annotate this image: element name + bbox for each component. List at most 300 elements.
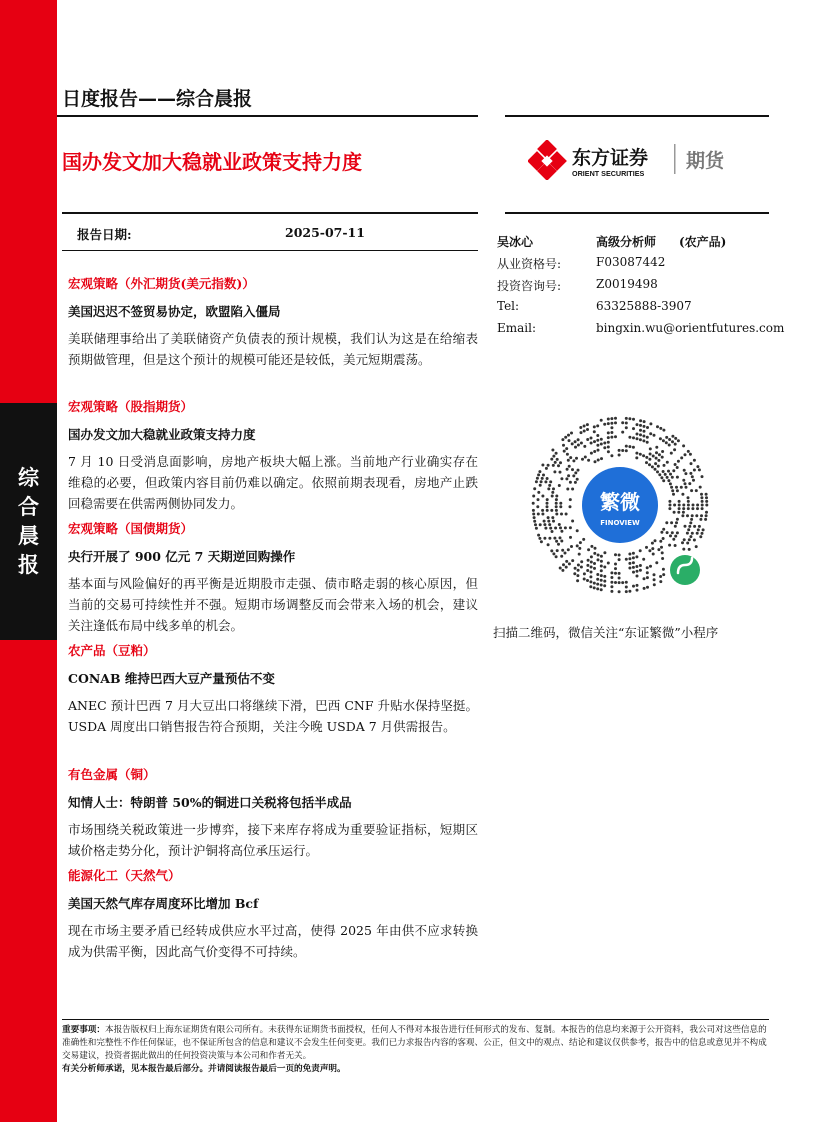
qr-dot xyxy=(600,457,603,460)
section-title: 宏观策略（股指期货） xyxy=(68,399,194,414)
qr-dot xyxy=(586,428,589,431)
qr-dot xyxy=(566,468,569,471)
qr-dot xyxy=(593,586,596,589)
qr-dot xyxy=(628,567,631,570)
qr-dot xyxy=(671,531,674,534)
section-soymeal xyxy=(68,641,478,737)
qr-dot xyxy=(669,473,672,476)
qr-dot xyxy=(575,457,578,460)
qr-dot xyxy=(567,548,570,551)
qr-dot xyxy=(643,425,646,428)
qr-dot xyxy=(681,493,684,496)
qr-dot xyxy=(580,560,583,563)
qr-dot xyxy=(551,449,554,452)
qr-dot xyxy=(646,426,649,429)
divider xyxy=(505,212,769,214)
qr-dot xyxy=(559,567,562,570)
analyst-row-label: Email: xyxy=(497,321,537,335)
qr-dot xyxy=(577,469,580,472)
qr-dot xyxy=(618,590,621,593)
qr-dot xyxy=(688,538,691,541)
logo-name: 东方证券 xyxy=(572,148,649,169)
qr-dot xyxy=(567,459,570,462)
qr-dot xyxy=(596,583,599,586)
qr-dot xyxy=(557,543,560,546)
qr-dot xyxy=(593,567,596,570)
qr-dot xyxy=(668,438,671,441)
qr-dot xyxy=(543,537,546,540)
qr-dot xyxy=(648,549,651,552)
analyst-row-label: Tel: xyxy=(497,299,520,313)
qr-dot xyxy=(593,425,596,428)
report-date-value: 2025-07-11 xyxy=(285,225,365,240)
qr-dot xyxy=(657,459,660,462)
qr-dot xyxy=(587,548,590,551)
qr-dot xyxy=(671,440,674,443)
qr-dot xyxy=(560,530,563,533)
qr-dot xyxy=(685,486,688,489)
qr-dot xyxy=(687,528,690,531)
qr-dot xyxy=(639,433,642,436)
qr-dot xyxy=(590,561,593,564)
qr-dot xyxy=(677,460,680,463)
qr-dot xyxy=(603,566,606,569)
qr-dot xyxy=(655,561,658,564)
qr-dot xyxy=(621,581,624,584)
qr-dot xyxy=(586,564,589,567)
qr-dot xyxy=(555,452,558,455)
qr-dot xyxy=(669,534,672,537)
qr-dot xyxy=(636,584,639,587)
qr-dot xyxy=(614,435,617,438)
qr-dot xyxy=(705,496,708,499)
qr-dot xyxy=(579,541,582,544)
qr-dot xyxy=(681,541,684,544)
qr-dot xyxy=(625,586,628,589)
qr-dot xyxy=(533,487,536,490)
qr-dot xyxy=(547,520,550,523)
qr-dot xyxy=(600,569,603,572)
qr-dot xyxy=(682,444,685,447)
qr-dot xyxy=(662,568,665,571)
qr-dot xyxy=(684,453,687,456)
qr-dot xyxy=(573,572,576,575)
qr-dot xyxy=(582,538,585,541)
qr-dot xyxy=(690,462,693,465)
qr-dot xyxy=(639,429,642,432)
qr-dot xyxy=(696,465,699,468)
qr-dot xyxy=(662,470,665,473)
qr-dot xyxy=(571,468,574,471)
qr-dot xyxy=(550,458,553,461)
qr-dot xyxy=(659,437,662,440)
qr-dot xyxy=(593,552,596,555)
qr-dot xyxy=(596,573,599,576)
qr-dot xyxy=(628,590,631,593)
qr-dot xyxy=(695,545,698,548)
analyst-sector: (农产品) xyxy=(679,235,727,249)
qr-dot xyxy=(696,532,699,535)
section-headline: 央行开展了 900 亿元 7 天期逆回购操作 xyxy=(68,549,296,564)
qr-dot xyxy=(610,581,613,584)
qr-dot xyxy=(653,578,656,581)
qr-dot xyxy=(535,480,538,483)
qr-dot xyxy=(690,518,693,521)
qr-dot xyxy=(674,463,677,466)
section-copper xyxy=(68,765,478,861)
qr-dot xyxy=(701,475,704,478)
qr-dot xyxy=(566,488,569,491)
qr-dot xyxy=(701,507,704,510)
qr-dot xyxy=(642,439,645,442)
qr-dot xyxy=(636,437,639,440)
qr-dot xyxy=(672,493,675,496)
qr-dot xyxy=(559,471,562,474)
qr-dot xyxy=(532,513,535,516)
qr-dot xyxy=(558,523,561,526)
qr-dot xyxy=(648,463,651,466)
qr-dot xyxy=(689,521,692,524)
qr-dot xyxy=(545,467,548,470)
qr-dot xyxy=(576,529,579,532)
qr-dot xyxy=(543,520,546,523)
qr-dot xyxy=(704,518,707,521)
qr-dot xyxy=(663,464,666,467)
qr-dot xyxy=(593,440,596,443)
qr-dot xyxy=(672,469,675,472)
qr-dot xyxy=(618,554,621,557)
qr-dot xyxy=(567,434,570,437)
qr-dot xyxy=(536,477,539,480)
qr-dot xyxy=(570,545,573,548)
qr-dot xyxy=(632,585,635,588)
qr-dot xyxy=(625,449,628,452)
qr-dot xyxy=(646,586,649,589)
qr-dot xyxy=(687,450,690,453)
qr-dot xyxy=(538,537,541,540)
qr-dot xyxy=(655,457,658,460)
qr-dot xyxy=(635,456,638,459)
qr-dot xyxy=(661,450,664,453)
qr-dot xyxy=(683,469,686,472)
qr-dot xyxy=(642,435,645,438)
qr-dot xyxy=(603,446,606,449)
qr-dot xyxy=(671,435,674,438)
qr-dot xyxy=(607,450,610,453)
qr-dot xyxy=(649,432,652,435)
qr-dot xyxy=(577,438,580,441)
qr-dot xyxy=(632,561,635,564)
qr-dot xyxy=(577,444,580,447)
qr-dot xyxy=(666,461,669,464)
qr-dot xyxy=(686,532,689,535)
qr-dot xyxy=(681,514,684,517)
qr-dot xyxy=(687,500,690,503)
analyst-row-label: 从业资格号: xyxy=(497,257,562,271)
side-tab xyxy=(0,403,57,640)
qr-dot xyxy=(554,527,557,530)
qr-dot xyxy=(546,477,549,480)
qr-dot xyxy=(614,581,617,584)
qr-dot xyxy=(695,489,698,492)
qr-dot xyxy=(628,417,631,420)
qr-dot xyxy=(654,539,657,542)
qr-dot xyxy=(576,478,579,481)
qr-dot xyxy=(542,474,545,477)
qr-dot xyxy=(649,565,652,568)
qr-dot xyxy=(596,444,599,447)
qr-dot xyxy=(693,525,696,528)
qr-dot xyxy=(568,465,571,468)
section-title: 宏观策略（外汇期货(美元指数)） xyxy=(68,276,255,291)
qr-dot xyxy=(547,543,550,546)
qr-dot xyxy=(671,489,674,492)
qr-dot xyxy=(632,446,635,449)
qr-dot xyxy=(593,582,596,585)
qr-dot xyxy=(553,537,556,540)
qr-dot xyxy=(596,439,599,442)
qr-dot xyxy=(646,436,649,439)
report-headline: 国办发文加大稳就业政策支持力度 xyxy=(62,150,362,174)
qr-dot xyxy=(559,536,562,539)
qr-dot xyxy=(610,571,613,574)
qr-dot xyxy=(603,423,606,426)
qr-dot xyxy=(668,507,671,510)
qr-dot xyxy=(571,520,574,523)
qr-dot xyxy=(678,500,681,503)
qr-dot xyxy=(635,452,638,455)
qr-dot xyxy=(668,544,671,547)
analyst-email-link[interactable]: bingxin.wu@orientfutures.com xyxy=(596,321,785,335)
qr-dot xyxy=(589,580,592,583)
qr-dot xyxy=(697,528,700,531)
section-body: 现在市场主要矛盾已经转成供应水平过高，使得 2025 年由供不应求转换成为供需平衡，因此高气价变得不可持续。 xyxy=(68,923,478,959)
logo-english: ORIENT SECURITIES xyxy=(572,169,645,178)
qr-dot xyxy=(603,580,606,583)
qr-dot xyxy=(692,479,695,482)
section-body: 7 月 10 日受消息面影响，房地产板块大幅上涨。当前地产行业确实存在维稳的必要，但政策内容目前仍难以确定。依照前期表现看，房地产止跌回稳需要在供需两侧协同发力。 xyxy=(68,454,478,511)
qr-dot xyxy=(569,456,572,459)
qr-dot xyxy=(537,473,540,476)
qr-dot xyxy=(610,585,613,588)
qr-dot xyxy=(639,419,642,422)
document-type: 日度报告——综合晨报 xyxy=(62,88,253,110)
qr-dot xyxy=(580,431,583,434)
qr-dot xyxy=(660,476,663,479)
qr-dot xyxy=(607,562,610,565)
qr-dot xyxy=(574,440,577,443)
qr-dot xyxy=(600,419,603,422)
qr-dot xyxy=(552,520,555,523)
analyst-row-value: 63325888-3907 xyxy=(596,299,692,313)
wechat-mini-program-qr-code[interactable] xyxy=(530,415,710,595)
qr-dot xyxy=(614,421,617,424)
qr-dot xyxy=(665,441,668,444)
qr-dot xyxy=(549,480,552,483)
qr-dot xyxy=(594,547,597,550)
qr-dot xyxy=(618,572,621,575)
qr-dot xyxy=(560,540,563,543)
qr-dot xyxy=(676,466,679,469)
qr-dot xyxy=(687,507,690,510)
qr-dot xyxy=(693,459,696,462)
qr-dot xyxy=(537,534,540,537)
qr-dot xyxy=(565,477,568,480)
report-date-label: 报告日期: xyxy=(77,227,132,242)
qr-dot xyxy=(583,445,586,448)
qr-dot xyxy=(691,507,694,510)
qr-dot xyxy=(705,504,708,507)
qr-dot xyxy=(654,462,657,465)
qr-dot xyxy=(600,584,603,587)
qr-dot xyxy=(577,564,580,567)
qr-dot xyxy=(625,590,628,593)
qr-dot xyxy=(544,480,547,483)
section-title: 有色金属（铜） xyxy=(68,767,156,782)
qr-dot xyxy=(668,444,671,447)
qr-dot xyxy=(677,439,680,442)
qr-dot xyxy=(618,454,621,457)
qr-dot xyxy=(687,504,690,507)
qr-dot xyxy=(565,560,568,563)
qr-dot xyxy=(610,436,613,439)
qr-dot xyxy=(539,484,542,487)
analyst-commitment-note: 有关分析师承诺，见本报告最后部分。并请阅读报告最后一页的免责声明。 xyxy=(62,1064,346,1074)
qr-dot xyxy=(632,552,635,555)
qr-dot xyxy=(576,544,579,547)
qr-dot xyxy=(621,431,624,434)
qr-dot xyxy=(551,491,554,494)
qr-dot xyxy=(547,487,550,490)
qr-dot xyxy=(600,565,603,568)
qr-dot xyxy=(691,514,694,517)
qr-dot xyxy=(639,564,642,567)
qr-dot xyxy=(656,470,659,473)
qr-dot xyxy=(670,452,673,455)
section-body: 市场围绕关税政策进一步博弈，接下来库存将成为重要验证指标，短期区域价格走势分化，预计沪铜将高位承压运行。 xyxy=(68,822,478,858)
qr-dot xyxy=(600,579,603,582)
qr-dot xyxy=(666,476,669,479)
qr-dot xyxy=(607,446,610,449)
qr-dot xyxy=(574,446,577,449)
qr-dot xyxy=(607,422,610,425)
qr-dot xyxy=(625,426,628,429)
qr-dot xyxy=(672,538,675,541)
qr-dot xyxy=(546,502,549,505)
qr-dot xyxy=(578,553,581,556)
qr-dot xyxy=(532,509,535,512)
qr-dot xyxy=(699,535,702,538)
qr-dot xyxy=(652,553,655,556)
qr-dot xyxy=(662,537,665,540)
qr-dot xyxy=(555,509,558,512)
qr-dot xyxy=(555,505,558,508)
qr-dot xyxy=(546,498,549,501)
qr-dot xyxy=(555,498,558,501)
section-title: 宏观策略（国债期货） xyxy=(68,521,194,536)
qr-dot xyxy=(580,442,583,445)
qr-dot xyxy=(543,523,546,526)
qr-caption: 扫描二维码，微信关注“东证繁微”小程序 xyxy=(493,625,719,640)
qr-dot xyxy=(547,464,550,467)
qr-dot xyxy=(636,575,639,578)
qr-dot xyxy=(600,438,603,441)
qr-dot xyxy=(596,424,599,427)
qr-dot xyxy=(537,513,540,516)
section-treasury xyxy=(68,519,478,636)
qr-dot xyxy=(552,455,555,458)
qr-dot xyxy=(684,525,687,528)
section-natural-gas xyxy=(68,866,478,962)
qr-dot xyxy=(561,438,564,441)
qr-dot xyxy=(643,587,646,590)
qr-dot xyxy=(628,445,631,448)
qr-dot xyxy=(570,432,573,435)
qr-dot xyxy=(636,433,639,436)
qr-dot xyxy=(551,530,554,533)
qr-dot xyxy=(618,581,621,584)
qr-dot xyxy=(574,471,577,474)
qr-dot xyxy=(674,535,677,538)
qr-dot xyxy=(676,489,679,492)
qr-dot xyxy=(705,500,708,503)
qr-dot xyxy=(552,487,555,490)
qr-dot xyxy=(662,573,665,576)
qr-dot xyxy=(556,458,559,461)
qr-dot xyxy=(610,422,613,425)
qr-dot xyxy=(561,569,564,572)
qr-dot xyxy=(674,544,677,547)
qr-dot xyxy=(662,429,665,432)
qr-dot xyxy=(689,472,692,475)
qr-dot xyxy=(655,446,658,449)
qr-dot xyxy=(645,456,648,459)
qr-dot xyxy=(692,504,695,507)
qr-dot xyxy=(671,476,674,479)
qr-dot xyxy=(532,502,535,505)
qr-dot xyxy=(698,525,701,528)
qr-dot xyxy=(645,461,648,464)
qr-dot xyxy=(680,456,683,459)
qr-dot xyxy=(642,454,645,457)
qr-dot xyxy=(689,535,692,538)
qr-dot xyxy=(659,540,662,543)
qr-dot xyxy=(684,482,687,485)
qr-dot xyxy=(548,537,551,540)
qr-center-sub: FINOVIEW xyxy=(600,519,640,527)
qr-dot xyxy=(571,559,574,562)
qr-dot xyxy=(610,417,613,420)
qr-dot xyxy=(654,468,657,471)
qr-dot xyxy=(691,532,694,535)
qr-dot xyxy=(579,426,582,429)
qr-dot xyxy=(552,464,555,467)
qr-dot xyxy=(593,450,596,453)
qr-dot xyxy=(628,436,631,439)
qr-dot xyxy=(537,491,540,494)
qr-dot xyxy=(667,479,670,482)
qr-dot xyxy=(614,567,617,570)
divider xyxy=(62,1019,769,1020)
qr-dot xyxy=(574,567,577,570)
qr-dot xyxy=(676,518,679,521)
qr-dot xyxy=(600,443,603,446)
qr-dot xyxy=(549,527,552,530)
section-stock-index xyxy=(68,397,478,514)
qr-dot xyxy=(590,437,593,440)
qr-dot xyxy=(665,521,668,524)
qr-dot xyxy=(646,441,649,444)
